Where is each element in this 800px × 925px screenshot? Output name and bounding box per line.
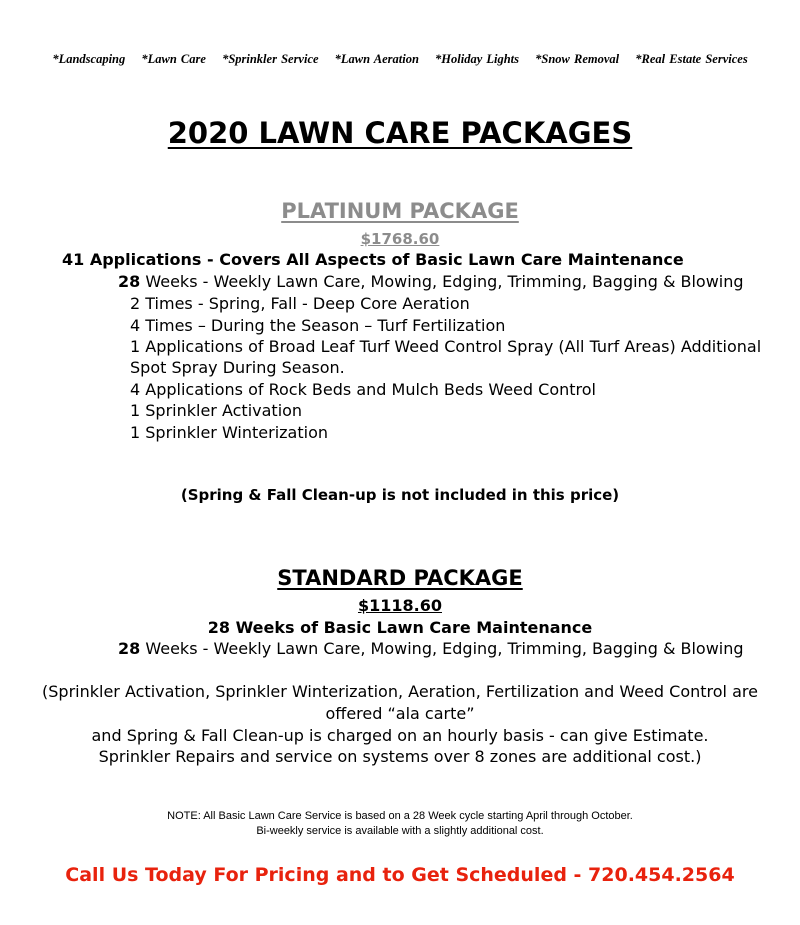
standard-weeks-line: [118, 639, 744, 658]
service-lawn-care: *Lawn Care: [141, 52, 206, 66]
platinum-item-rock-beds: 4 Applications of Rock Beds and Mulch Beds Weed Control: [130, 380, 596, 399]
platinum-item-activation: 1 Sprinkler Activation: [130, 401, 303, 420]
call-to-action: Call Us Today For Pricing and to Get Scheduled - 720.454.2564: [65, 864, 735, 886]
service-sprinkler: *Sprinkler Service: [222, 52, 319, 66]
standard-weeks-count: 28: [118, 639, 141, 658]
standard-subtitle: 28 Weeks of Basic Lawn Care Maintenance: [207, 618, 593, 637]
footnote-line-2: Bi-weekly service is available with a slightly additional cost.: [256, 825, 544, 837]
service-aeration: *Lawn Aeration: [334, 52, 419, 66]
footnote-line-1: NOTE: All Basic Lawn Care Service is based on a 28 Week cycle starting April through October.: [167, 810, 633, 822]
platinum-item-winterization: 1 Sprinkler Winterization: [130, 423, 329, 442]
standard-note-line-2: offered “ala carte”: [325, 704, 475, 723]
platinum-weeks-count: 28: [118, 272, 141, 291]
platinum-weeks-line: [118, 272, 744, 291]
service-holiday-lights: *Holiday Lights: [435, 52, 520, 66]
platinum-item-weed-spray: 1 Applications of Broad Leaf Turf Weed Control Spray (All Turf Areas) Additional: [130, 337, 762, 356]
standard-title: STANDARD PACKAGE: [277, 566, 523, 590]
platinum-item-spot-spray: Spot Spray During Season.: [130, 358, 345, 377]
standard-note-line-1: (Sprinkler Activation, Sprinkler Winterization, Aeration, Fertilization and Weed Control are: [42, 682, 758, 701]
service-real-estate: *Real Estate Services: [635, 52, 748, 66]
standard-note-line-4: Sprinkler Repairs and service on systems over 8 zones are additional cost.): [98, 747, 702, 766]
platinum-exclusion: (Spring & Fall Clean-up is not included in this price): [180, 486, 620, 504]
service-landscaping: *Landscaping: [52, 52, 126, 66]
platinum-subtitle: 41 Applications - Covers All Aspects of Basic Lawn Care Maintenance: [62, 250, 684, 269]
service-snow-removal: *Snow Removal: [535, 52, 620, 66]
platinum-price: $1768.60: [360, 230, 440, 248]
standard-price: $1118.60: [357, 596, 442, 615]
standard-weeks-text: Weeks - Weekly Lawn Care, Mowing, Edging, Trimming, Bagging & Blowing: [140, 639, 744, 658]
services-banner: [0, 52, 800, 67]
standard-note-line-3: and Spring & Fall Clean-up is charged on an hourly basis - can give Estimate.: [91, 726, 709, 745]
platinum-item-aeration: 2 Times - Spring, Fall - Deep Core Aeration: [130, 294, 470, 313]
platinum-weeks-text: Weeks - Weekly Lawn Care, Mowing, Edging, Trimming, Bagging & Blowing: [140, 272, 744, 291]
page-title: 2020 LAWN CARE PACKAGES: [167, 116, 633, 150]
platinum-item-fertilization: 4 Times – During the Season – Turf Fertilization: [130, 316, 506, 335]
platinum-title: PLATINUM PACKAGE: [281, 199, 519, 223]
